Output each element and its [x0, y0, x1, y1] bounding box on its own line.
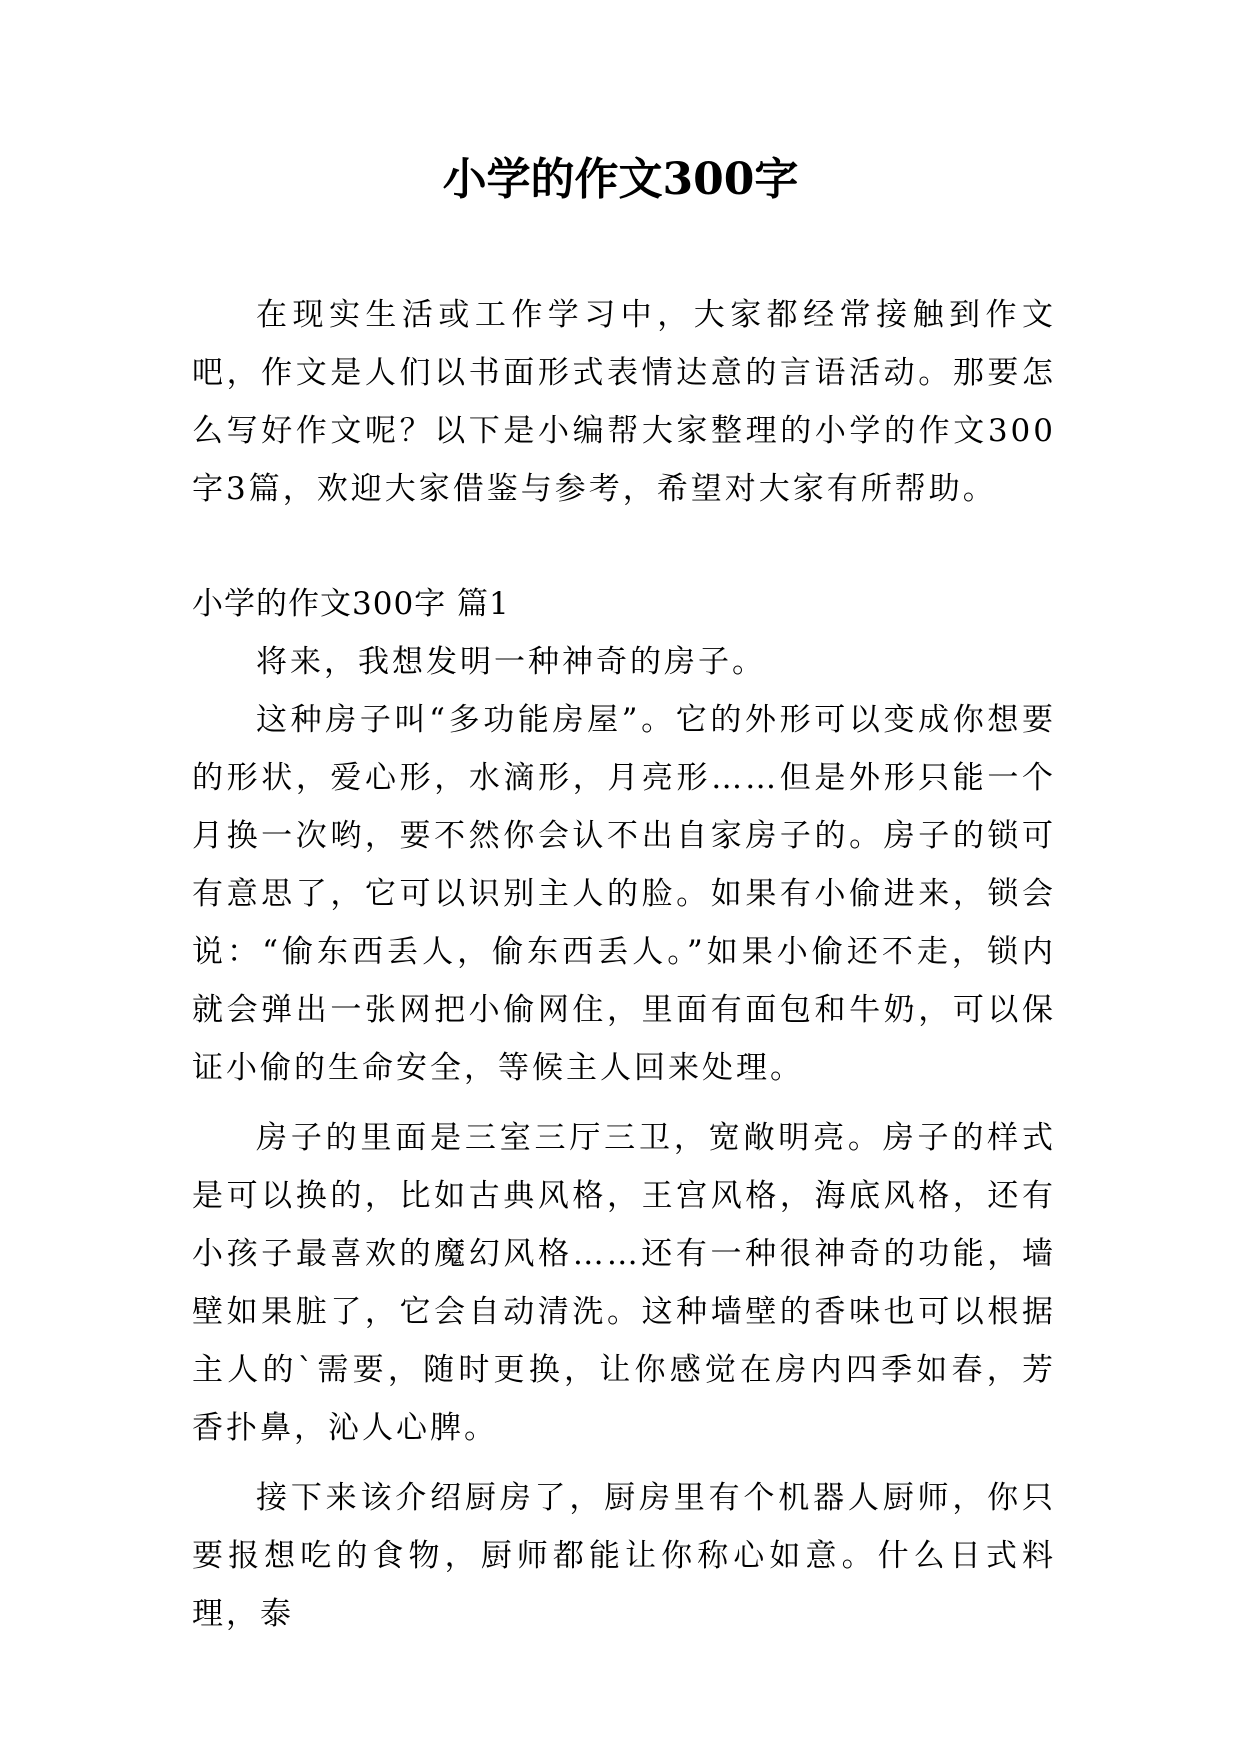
intro-paragraph: 在现实生活或工作学习中，大家都经常接触到作文吧，作文是人们以书面形式表情达意的言语活动。那要怎么写好作文呢？以下是小编帮大家整理的小学的作文300字3篇，欢迎大家借鉴与参考，希望对大家有所帮助。: [192, 297, 1056, 507]
intro-block: [192, 286, 1056, 518]
paragraph-2: 这种房子叫“多功能房屋”。它的外形可以变成你想要的形状，爱心形，水滴形，月亮形……但是外形只能一个月换一次哟，要不然你会认不出自家房子的。房子的锁可有意思了，它可以识别主人的脸。如果有小偷进来，锁会说：“偷东西丢人，偷东西丢人。”如果小偷还不走，锁内就会弹出一张网把小偷网住，里面有面包和牛奶，可以保证小偷的生命安全，等候主人回来处理。: [192, 702, 1056, 1086]
paragraph-1: 将来，我想发明一种神奇的房子。: [256, 644, 766, 680]
document-title: 小学的作文300字: [442, 154, 799, 205]
essay-section-1: [192, 575, 1056, 1643]
section-heading: 小学的作文300字 篇1: [192, 586, 510, 622]
paragraph-4: 接下来该介绍厨房了，厨房里有个机器人厨师，你只要报想吃的食物，厨师都能让你称心如意。什么日式料理，泰: [192, 1480, 1056, 1632]
paragraph-3: 房子的里面是三室三厅三卫，宽敞明亮。房子的样式是可以换的，比如古典风格，王宫风格，海底风格，还有小孩子最喜欢的魔幻风格……还有一种很神奇的功能，墙壁如果脏了，它会自动清洗。这种墙壁的香味也可以根据主人的`需要，随时更换，让你感觉在房内四季如春，芳香扑鼻，沁人心脾。: [192, 1120, 1056, 1446]
